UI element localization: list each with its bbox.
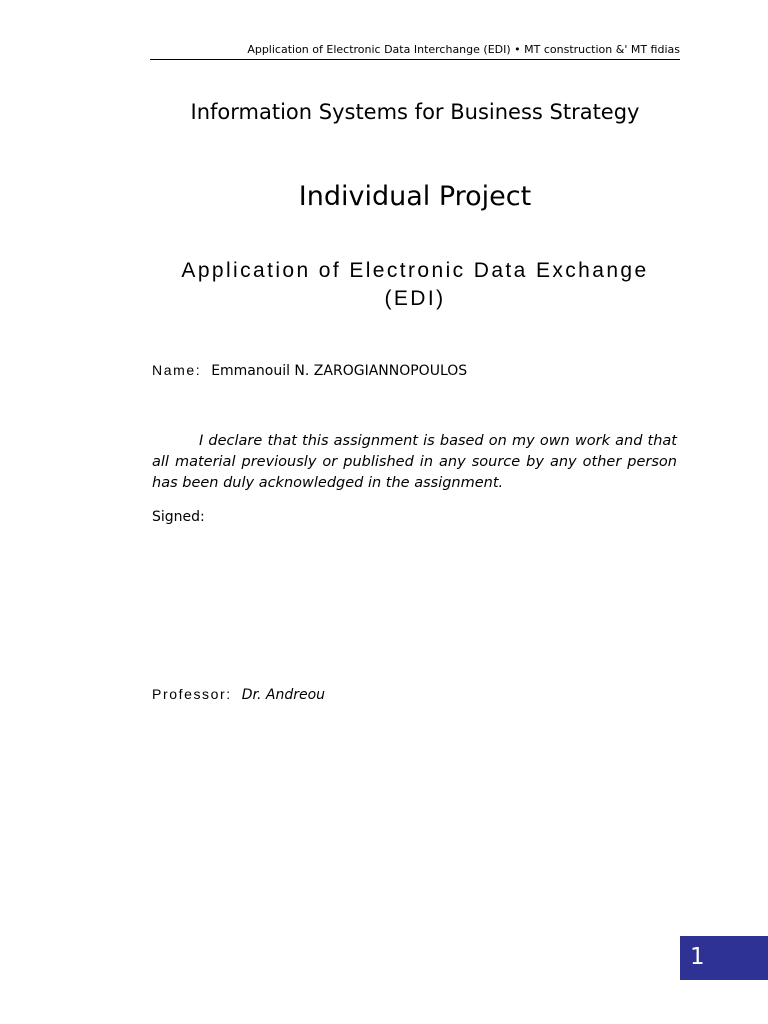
professor-row	[152, 686, 325, 703]
running-header-text: Application of Electronic Data Interchange (EDI) • MT construction &' MT fidias	[247, 43, 680, 56]
declaration-statement: I declare that this assignment is based on my own work and that all material previously or published in any source by any other person has been duly acknowledged in the assignment.	[152, 433, 677, 491]
professor-label: Professor:	[152, 686, 238, 702]
project-topic	[150, 257, 680, 313]
course-title: Information Systems for Business Strategy	[190, 100, 640, 124]
project-topic-line-1: Application of Electronic Data Exchange	[181, 259, 649, 282]
student-name-row	[152, 362, 467, 379]
signed-label: Signed:	[152, 509, 205, 525]
professor-name: Dr. Andreou	[241, 687, 326, 703]
project-topic-line-2: (EDI)	[384, 287, 446, 310]
project-title: Individual Project	[298, 181, 532, 212]
student-name: Emmanouil N. ZAROGIANNOPOULOS	[211, 363, 468, 379]
page-number-badge	[680, 936, 768, 980]
name-label: Name:	[152, 362, 207, 378]
page-number: 1	[690, 944, 705, 970]
running-header	[150, 41, 680, 60]
